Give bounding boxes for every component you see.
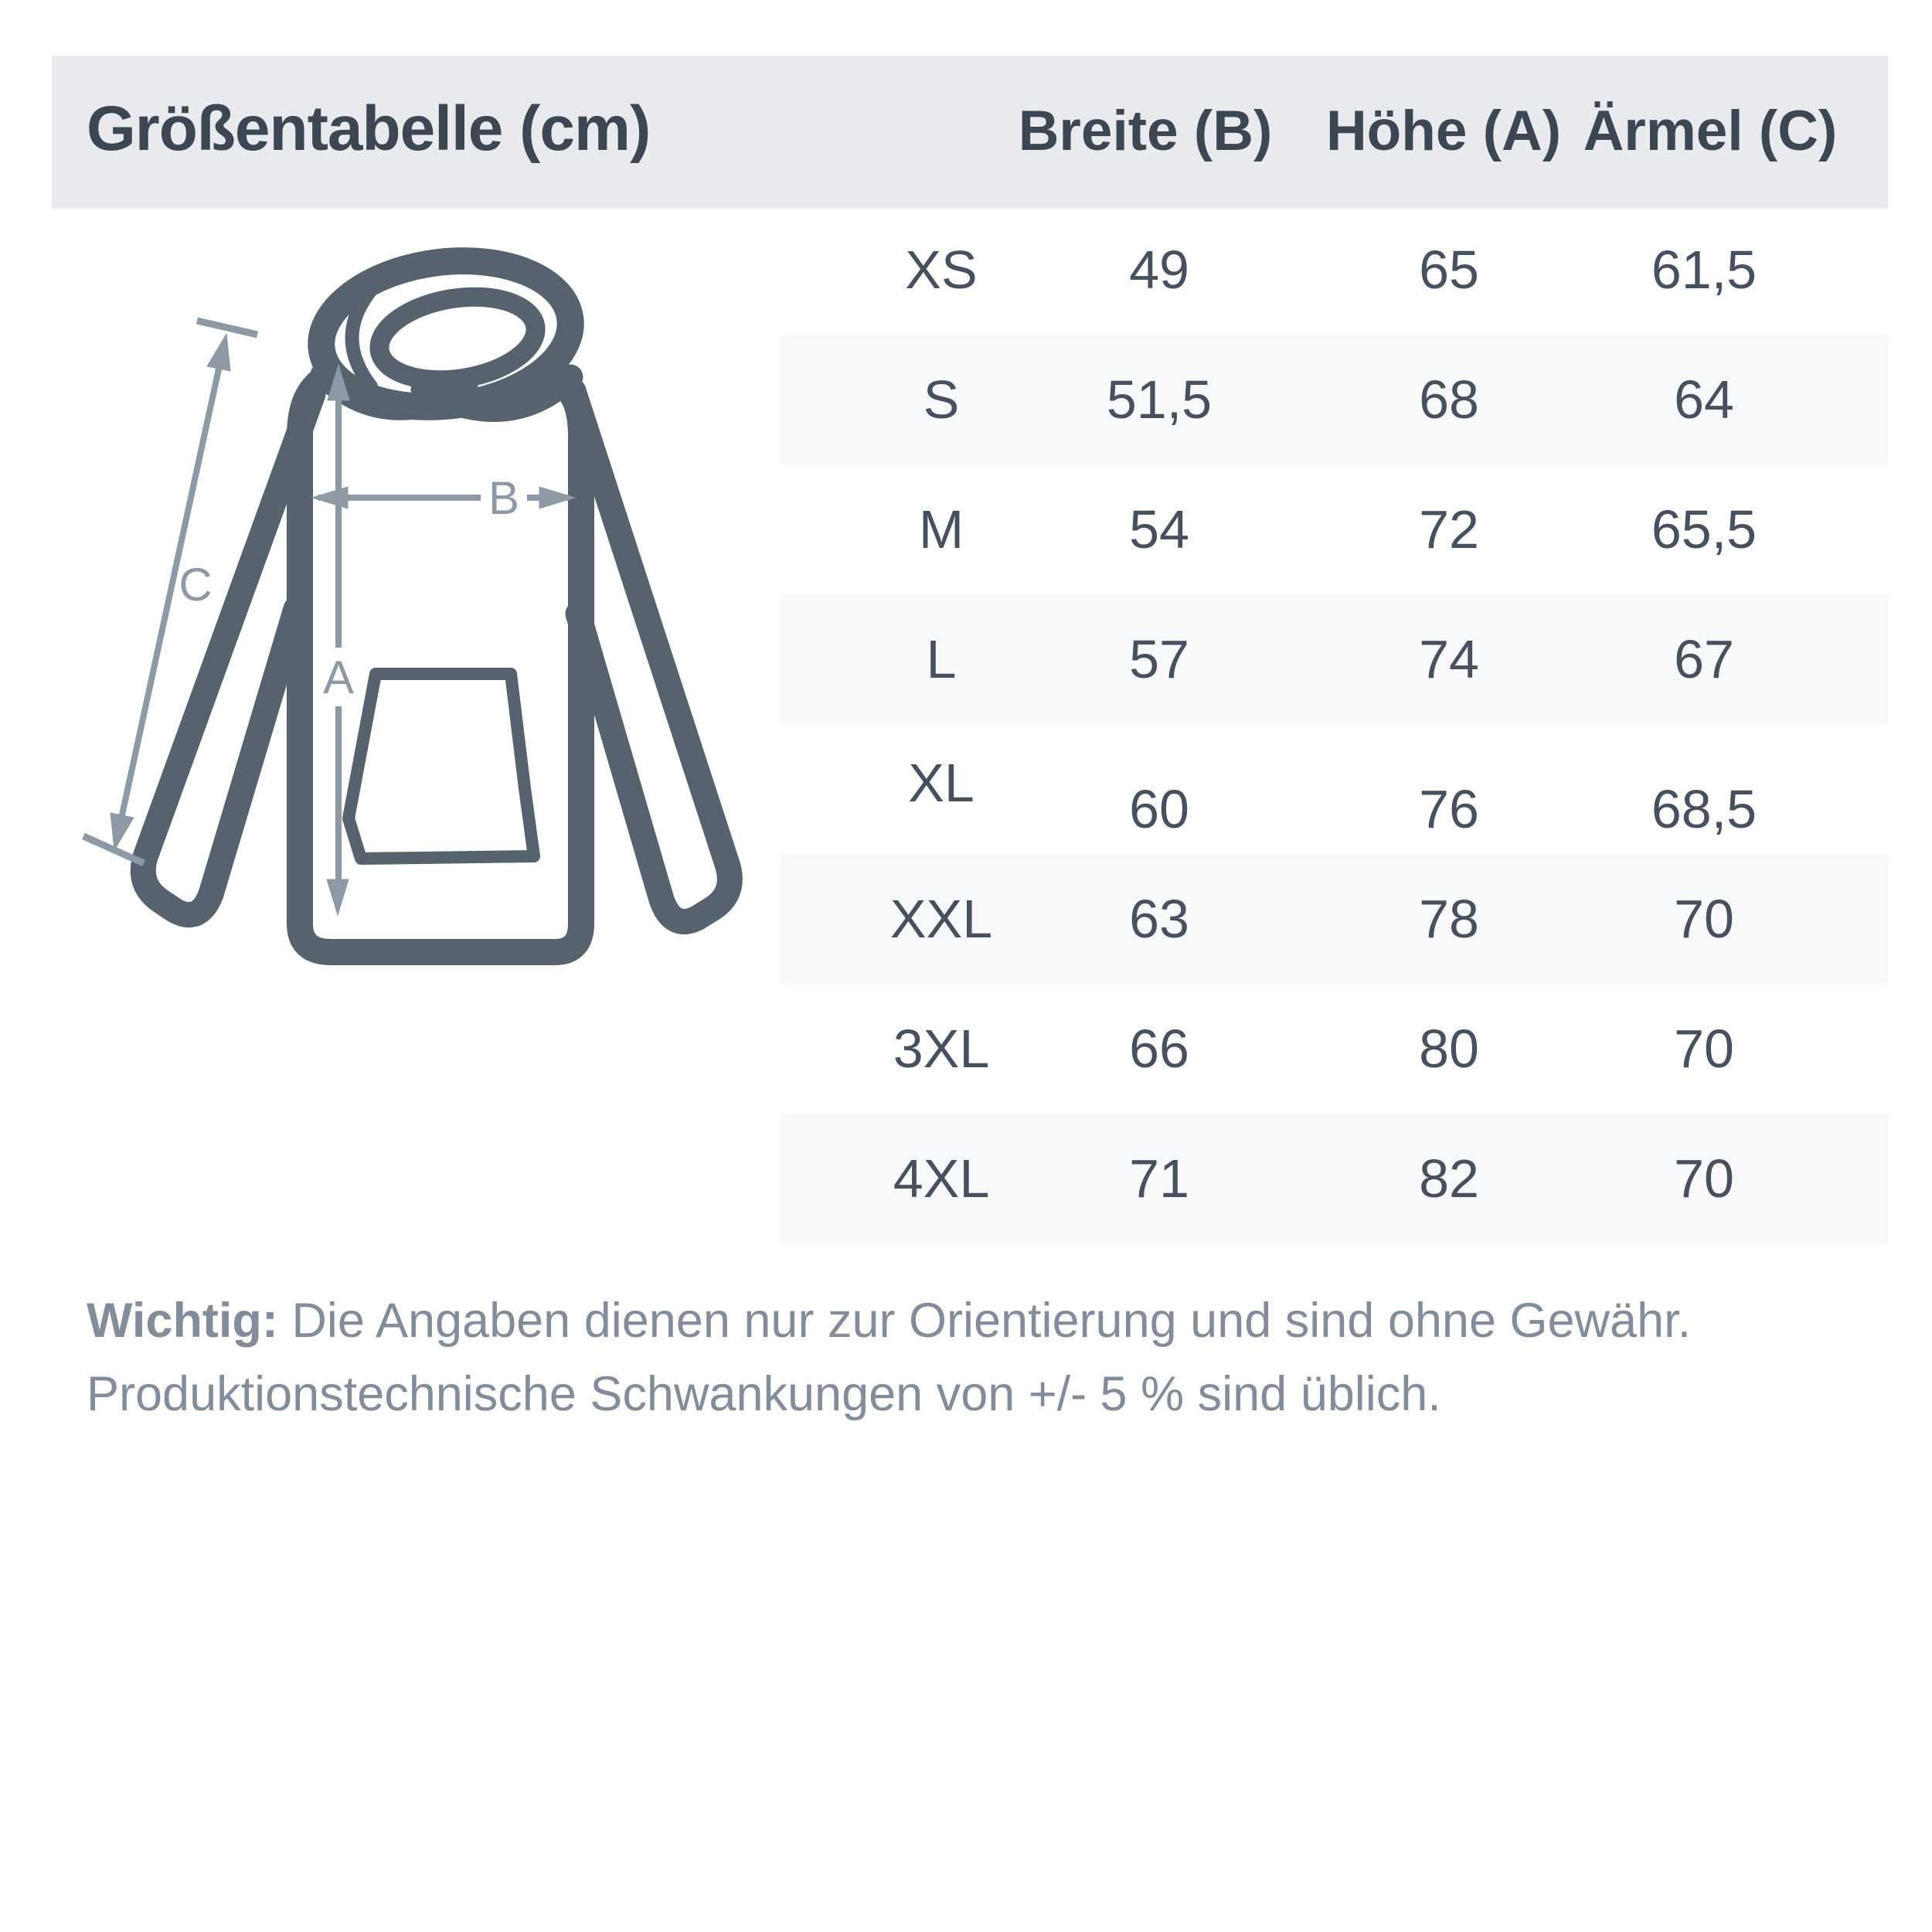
cell-aermel: 65,5 [1651, 499, 1757, 560]
cell-aermel: 70 [1674, 1019, 1734, 1079]
column-header-breite: Breite (B) [1018, 100, 1273, 162]
column-header-aermel: Ärmel (C) [1583, 100, 1838, 162]
cell-hoehe: 65 [1419, 240, 1479, 300]
cell-breite: 51,5 [1106, 369, 1213, 430]
cell-size: XL [908, 753, 975, 813]
cell-breite: 71 [1129, 1148, 1189, 1209]
cell-size: XS [905, 240, 978, 300]
dimension-a-arrow [327, 365, 349, 915]
cell-breite: 63 [1129, 889, 1189, 949]
hoodie-measurement-diagram [62, 247, 773, 974]
hood-inner-crescent [352, 292, 371, 386]
cell-aermel: 68,5 [1651, 779, 1757, 839]
hoodie-right-sleeve [573, 391, 730, 922]
cell-hoehe: 72 [1419, 499, 1479, 560]
cell-size: XXL [889, 889, 993, 949]
footnote-line-1 [87, 1284, 1895, 1358]
cell-hoehe: 82 [1419, 1148, 1479, 1209]
cell-aermel: 61,5 [1651, 240, 1757, 300]
footnote-text-1: Die Angaben dienen nur zur Orientierung und sind ohne Gewähr. [277, 1294, 1692, 1348]
footnote-bold: Wichtig: [87, 1294, 278, 1348]
dimension-a-label: A [322, 651, 355, 703]
dimension-c-label: C [179, 559, 213, 611]
cell-breite: 54 [1129, 499, 1189, 560]
dimension-b-arrow [312, 487, 575, 509]
cell-hoehe: 80 [1419, 1019, 1479, 1079]
dimension-b-label: B [488, 472, 520, 524]
cell-aermel: 64 [1674, 369, 1734, 430]
hoodie-pocket [349, 674, 534, 859]
table-header-band [52, 56, 1888, 209]
table-row-3xl [0, 984, 1932, 1114]
cell-size: L [926, 629, 957, 689]
cell-hoehe: 74 [1419, 629, 1479, 689]
footnote [87, 1284, 1895, 1431]
cell-breite: 60 [1129, 779, 1189, 839]
cell-hoehe: 78 [1419, 889, 1479, 949]
table-row-4xl [0, 1114, 1932, 1243]
cell-hoehe: 68 [1419, 369, 1479, 430]
cell-breite: 49 [1129, 240, 1189, 300]
cell-breite: 57 [1129, 629, 1189, 689]
cell-aermel: 70 [1674, 1148, 1734, 1209]
footnote-line-2: Produktionstechnische Schwankungen von +/- 5 % sind üblich. [87, 1367, 1441, 1421]
column-header-hoehe: Höhe (A) [1325, 100, 1562, 162]
cell-aermel: 67 [1674, 629, 1734, 689]
page-title: Größentabelle (cm) [87, 94, 651, 164]
cell-hoehe: 76 [1419, 779, 1479, 839]
cell-breite: 66 [1129, 1019, 1189, 1079]
cell-size: 3XL [893, 1019, 990, 1079]
cell-size: 4XL [893, 1148, 990, 1209]
cell-size: M [918, 499, 964, 560]
cell-aermel: 70 [1674, 889, 1734, 949]
cell-size: S [923, 369, 960, 430]
